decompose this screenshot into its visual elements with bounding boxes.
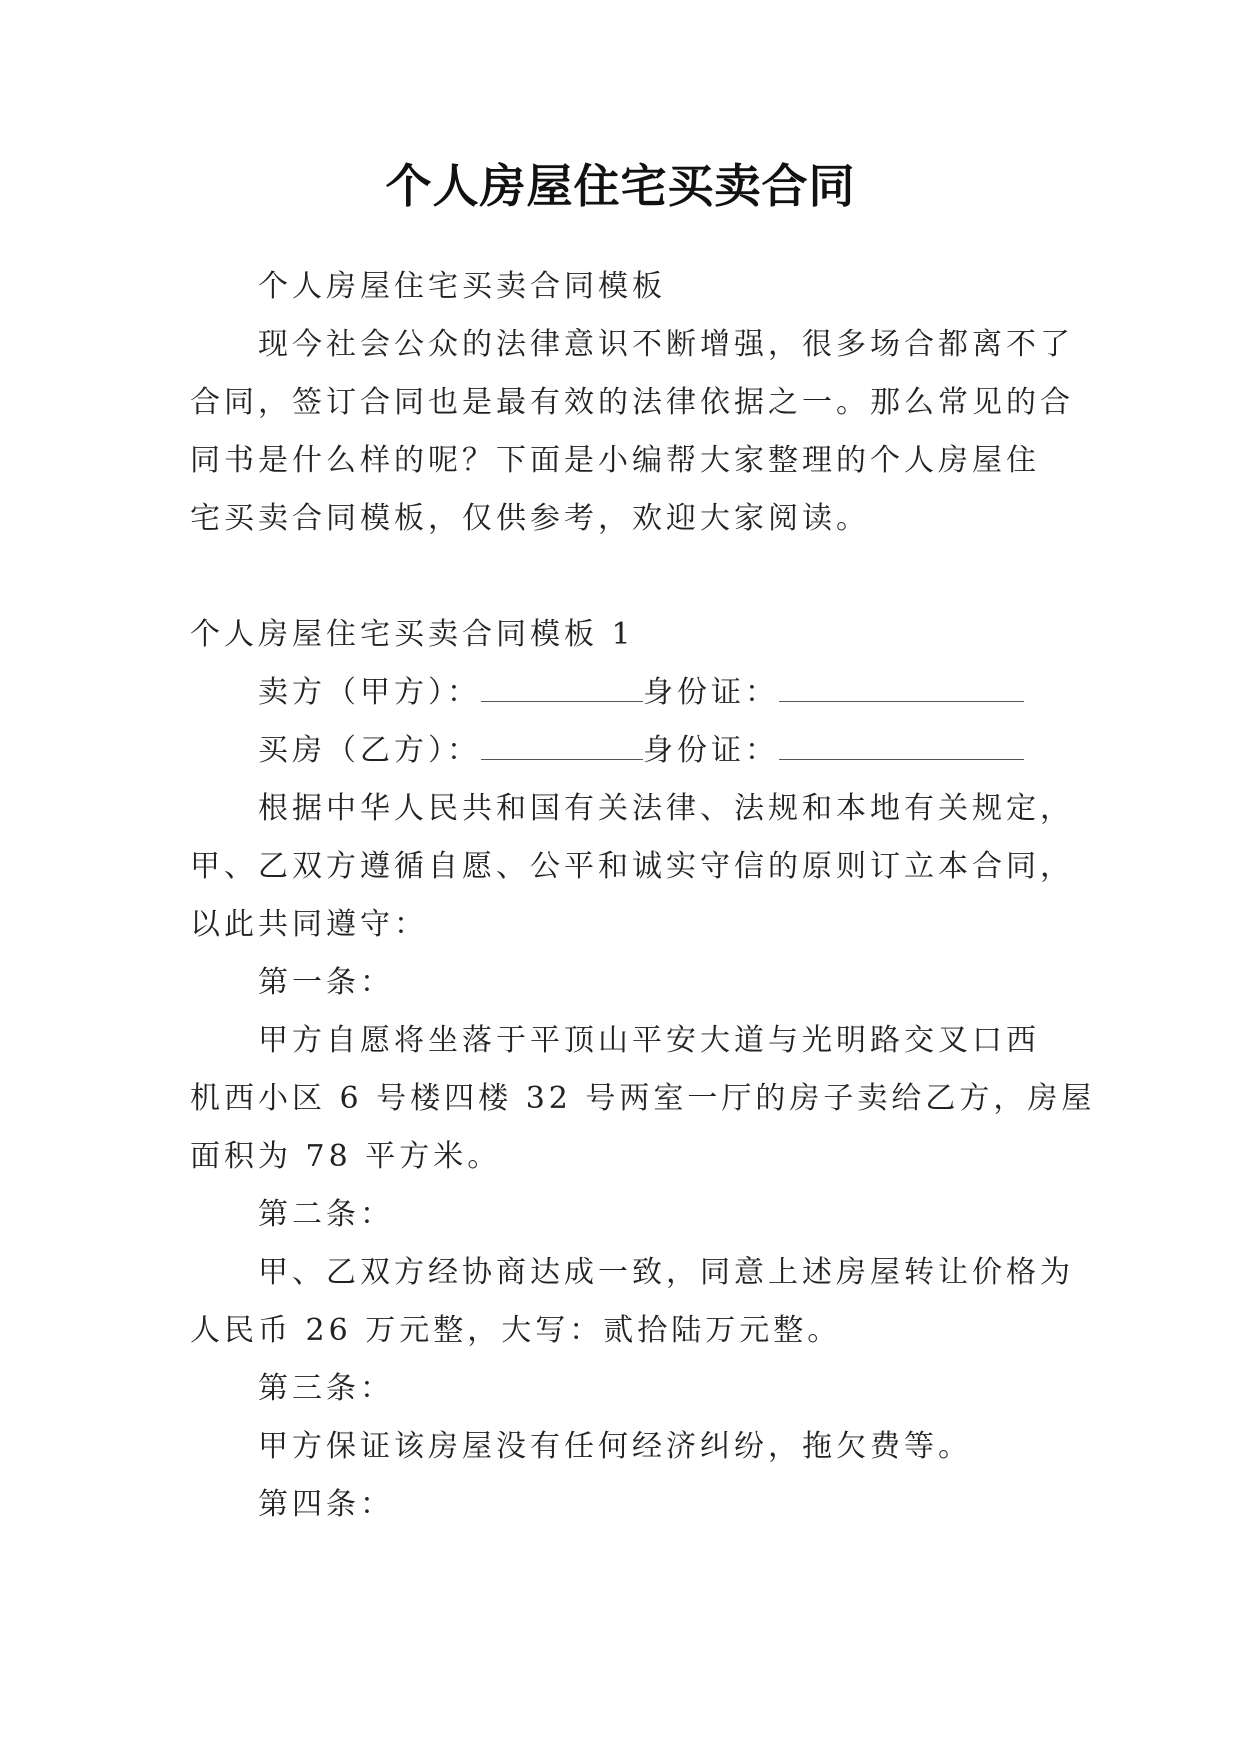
document-title: 个人房屋住宅买卖合同 [385, 159, 856, 213]
buyer-name-blank[interactable] [481, 731, 643, 760]
intro-line: 同书是什么样的呢？下面是小编帮大家整理的个人房屋住 [190, 443, 1040, 478]
seller-line [190, 664, 1070, 722]
article3-heading: 第三条： [258, 1371, 394, 1406]
article2-paragraph [190, 1244, 1074, 1302]
buyer-id-blank[interactable] [779, 731, 1024, 760]
preamble-line: 甲、乙双方遵循自愿、公平和诚实守信的原则订立本合同， [190, 849, 1074, 884]
buyer-label: 买房（乙方）： [258, 733, 481, 768]
article1-line: 面积为 78 平方米。 [190, 1139, 502, 1174]
preamble-line: 根据中华人民共和国有关法律、法规和本地有关规定， [258, 791, 1074, 826]
preamble-paragraph-cont [190, 838, 1074, 954]
preamble-paragraph [190, 780, 1074, 838]
article2-line: 甲、乙双方经协商达成一致，同意上述房屋转让价格为 [258, 1255, 1074, 1290]
article2-line: 人民币 26 万元整，大写：贰拾陆万元整。 [190, 1313, 842, 1348]
intro-paragraph [190, 316, 1074, 374]
intro-line: 合同，签订合同也是最有效的法律依据之一。那么常见的合 [190, 385, 1074, 420]
buyer-line [190, 722, 1070, 780]
article1-heading: 第一条： [258, 965, 394, 1000]
subtitle: 个人房屋住宅买卖合同模板 [258, 269, 666, 304]
article2-heading: 第二条： [258, 1197, 394, 1232]
preamble-line: 以此共同遵守： [190, 907, 428, 942]
article1-paragraph [190, 1012, 1070, 1070]
document-body [190, 258, 1096, 1534]
intro-line: 宅买卖合同模板，仅供参考，欢迎大家阅读。 [190, 501, 870, 536]
article1-line: 机西小区 6 号楼四楼 32 号两室一厅的房子卖给乙方，房屋 [190, 1081, 1096, 1116]
section-gap [190, 548, 1070, 606]
intro-paragraph-cont [190, 374, 1074, 548]
seller-id-label: 身份证： [643, 675, 779, 710]
article4-heading: 第四条： [258, 1487, 394, 1522]
buyer-id-label: 身份证： [643, 733, 779, 768]
template-heading: 个人房屋住宅买卖合同模板 1 [190, 617, 635, 652]
seller-name-blank[interactable] [481, 673, 643, 702]
article2-paragraph-cont [190, 1302, 1070, 1360]
seller-id-blank[interactable] [779, 673, 1024, 702]
article1-line: 甲方自愿将坐落于平顶山平安大道与光明路交叉口西 [258, 1023, 1040, 1058]
article3-paragraph: 甲方保证该房屋没有任何经济纠纷，拖欠费等。 [258, 1429, 972, 1464]
seller-label: 卖方（甲方）： [258, 675, 481, 710]
intro-line: 现今社会公众的法律意识不断增强，很多场合都离不了 [258, 327, 1074, 362]
article1-paragraph-cont [190, 1070, 1096, 1186]
